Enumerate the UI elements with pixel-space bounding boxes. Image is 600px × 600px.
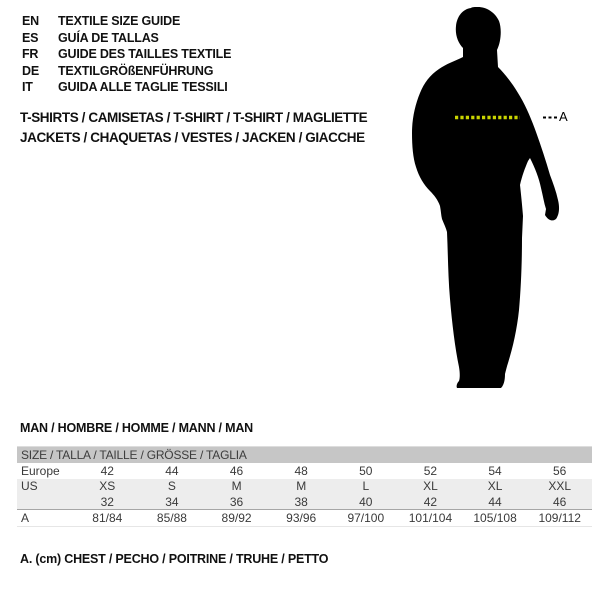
product-types-tshirts: T-SHIRTS / CAMISETAS / T-SHIRT / T-SHIRT / MAGLIETTE bbox=[20, 110, 368, 125]
language-row-it bbox=[22, 79, 231, 96]
size-cell: 81/84 bbox=[75, 510, 140, 527]
size-cell: 52 bbox=[423, 463, 438, 478]
man-silhouette-figure bbox=[410, 0, 600, 400]
table-row-chest-a bbox=[17, 510, 592, 527]
language-code: EN bbox=[22, 14, 39, 29]
size-cell: 34 bbox=[140, 494, 205, 510]
row-label: US bbox=[17, 479, 75, 495]
size-cell: XL bbox=[463, 479, 528, 495]
size-cell: 44 bbox=[463, 494, 528, 510]
product-types-jackets: JACKETS / CHAQUETAS / VESTES / JACKEN / GIACCHE bbox=[20, 129, 365, 145]
language-code: IT bbox=[22, 80, 33, 95]
size-table-header-row bbox=[17, 447, 592, 464]
language-code: FR bbox=[22, 47, 39, 62]
size-table-header: SIZE / TALLA / TAILLE / GRÖSSE / TAGLIA bbox=[17, 447, 592, 464]
table-row-numeric bbox=[17, 494, 592, 510]
size-cell: 38 bbox=[269, 494, 334, 510]
size-cell: 48 bbox=[294, 463, 308, 478]
language-row-es bbox=[22, 30, 231, 47]
size-cell: 105/108 bbox=[463, 510, 528, 527]
language-row-en bbox=[22, 13, 231, 30]
language-title: GUIDA ALLE TAGLIE TESSILI bbox=[58, 80, 228, 95]
size-table bbox=[17, 446, 592, 527]
language-row-de bbox=[22, 63, 231, 80]
language-code: ES bbox=[22, 30, 39, 45]
size-cell: XL bbox=[398, 479, 463, 495]
size-cell: S bbox=[140, 479, 205, 495]
man-silhouette-body bbox=[412, 7, 559, 388]
size-cell: 32 bbox=[75, 494, 140, 510]
size-cell: 109/112 bbox=[527, 510, 592, 527]
size-cell: 93/96 bbox=[269, 510, 334, 527]
size-cell: 36 bbox=[204, 494, 269, 510]
size-cell: 42 bbox=[100, 463, 114, 478]
size-cell: M bbox=[269, 479, 334, 495]
size-cell: 50 bbox=[359, 463, 373, 478]
size-cell: 56 bbox=[553, 463, 567, 478]
language-row-fr bbox=[22, 46, 231, 63]
size-cell: 42 bbox=[398, 494, 463, 510]
size-cell: 44 bbox=[165, 463, 179, 478]
measurement-footnote: A. (cm) CHEST / PECHO / POITRINE / TRUHE / PETTO bbox=[20, 552, 329, 566]
size-cell: XS bbox=[75, 479, 140, 495]
size-cell: XXL bbox=[527, 479, 592, 495]
size-cell: 97/100 bbox=[334, 510, 399, 527]
table-row-us bbox=[17, 479, 592, 495]
size-cell: 101/104 bbox=[398, 510, 463, 527]
size-cell: 89/92 bbox=[204, 510, 269, 527]
size-cell: 54 bbox=[488, 463, 502, 478]
language-title: TEXTILGRÖßENFÜHRUNG bbox=[58, 63, 214, 78]
section-title-man: MAN / HOMBRE / HOMME / MANN / MAN bbox=[20, 421, 253, 435]
table-row-europe bbox=[17, 463, 592, 479]
language-code: DE bbox=[22, 63, 39, 78]
size-cell: 46 bbox=[527, 494, 592, 510]
language-list bbox=[22, 13, 231, 96]
size-cell: 85/88 bbox=[140, 510, 205, 527]
row-label bbox=[17, 494, 75, 510]
language-title: GUÍA DE TALLAS bbox=[58, 30, 159, 45]
size-cell: 46 bbox=[229, 463, 244, 478]
language-title: GUIDE DES TAILLES TEXTILE bbox=[58, 47, 232, 62]
row-label: A bbox=[17, 510, 75, 527]
size-cell: M bbox=[204, 479, 269, 495]
row-label: Europe bbox=[21, 463, 60, 478]
measure-label-a: A bbox=[559, 109, 568, 124]
product-types bbox=[20, 108, 367, 147]
man-silhouette bbox=[410, 0, 570, 395]
size-cell: 40 bbox=[334, 494, 399, 510]
language-title: TEXTILE SIZE GUIDE bbox=[58, 14, 181, 29]
size-cell: L bbox=[334, 479, 399, 495]
